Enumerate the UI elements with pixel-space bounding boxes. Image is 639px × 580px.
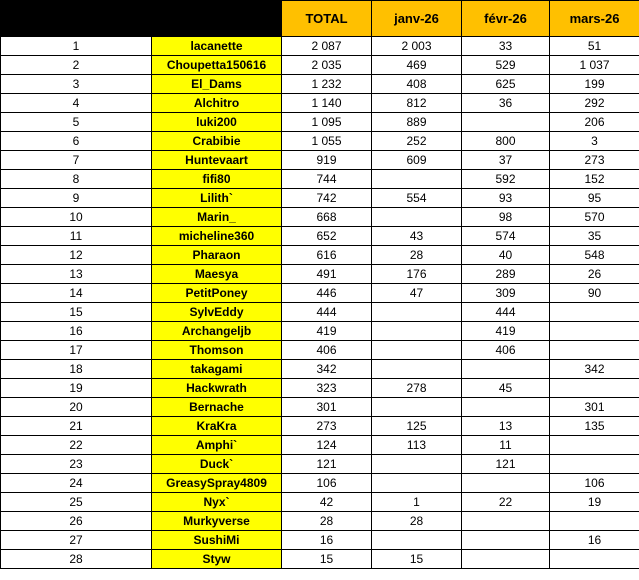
rank-cell: 28 [1, 550, 152, 569]
table-row [1, 208, 639, 227]
mars-cell: 570 [550, 208, 639, 227]
table-row [1, 303, 639, 322]
mars-cell [550, 436, 639, 455]
fevr-cell: 93 [462, 189, 550, 208]
header-mars: mars-26 [550, 1, 639, 37]
table-row [1, 512, 639, 531]
mars-cell: 19 [550, 493, 639, 512]
mars-cell [550, 341, 639, 360]
header-total: TOTAL [282, 1, 372, 37]
janv-cell: 609 [372, 151, 462, 170]
total-cell: 1 055 [282, 132, 372, 151]
total-cell: 419 [282, 322, 372, 341]
janv-cell: 28 [372, 246, 462, 265]
player-name-cell: lacanette [152, 37, 282, 56]
rank-cell: 15 [1, 303, 152, 322]
mars-cell: 273 [550, 151, 639, 170]
fevr-cell [462, 550, 550, 569]
mars-cell: 26 [550, 265, 639, 284]
janv-cell: 15 [372, 550, 462, 569]
player-name-cell: Archangeljb [152, 322, 282, 341]
fevr-cell: 289 [462, 265, 550, 284]
player-name-cell: Choupetta150616 [152, 56, 282, 75]
total-cell: 2 087 [282, 37, 372, 56]
total-cell: 1 232 [282, 75, 372, 94]
table-row [1, 455, 639, 474]
table-row [1, 113, 639, 132]
rank-cell: 5 [1, 113, 152, 132]
fevr-cell: 22 [462, 493, 550, 512]
table-row [1, 379, 639, 398]
janv-cell [372, 531, 462, 550]
fevr-cell: 37 [462, 151, 550, 170]
rank-cell: 19 [1, 379, 152, 398]
player-name-cell: Nyx` [152, 493, 282, 512]
table-row [1, 170, 639, 189]
player-name-cell: Bernache [152, 398, 282, 417]
rank-cell: 27 [1, 531, 152, 550]
rank-cell: 6 [1, 132, 152, 151]
header-row [1, 1, 639, 37]
table-row [1, 436, 639, 455]
header-fevr: févr-26 [462, 1, 550, 37]
player-name-cell: luki200 [152, 113, 282, 132]
player-name-cell: Duck` [152, 455, 282, 474]
rank-cell: 14 [1, 284, 152, 303]
table-body [1, 37, 639, 569]
table-row [1, 151, 639, 170]
fevr-cell: 406 [462, 341, 550, 360]
mars-cell: 301 [550, 398, 639, 417]
player-name-cell: KraKra [152, 417, 282, 436]
janv-cell [372, 455, 462, 474]
fevr-cell: 45 [462, 379, 550, 398]
janv-cell: 554 [372, 189, 462, 208]
mars-cell: 51 [550, 37, 639, 56]
mars-cell: 35 [550, 227, 639, 246]
mars-cell: 152 [550, 170, 639, 189]
janv-cell [372, 360, 462, 379]
mars-cell: 135 [550, 417, 639, 436]
janv-cell: 176 [372, 265, 462, 284]
rank-cell: 1 [1, 37, 152, 56]
mars-cell [550, 379, 639, 398]
rank-cell: 2 [1, 56, 152, 75]
corner-cell [1, 1, 282, 37]
player-name-cell: Pharaon [152, 246, 282, 265]
total-cell: 42 [282, 493, 372, 512]
fevr-cell: 444 [462, 303, 550, 322]
fevr-cell [462, 113, 550, 132]
janv-cell: 408 [372, 75, 462, 94]
janv-cell: 113 [372, 436, 462, 455]
player-name-cell: Marin_ [152, 208, 282, 227]
rank-cell: 13 [1, 265, 152, 284]
table-row [1, 37, 639, 56]
total-cell: 124 [282, 436, 372, 455]
fevr-cell: 121 [462, 455, 550, 474]
table-row [1, 322, 639, 341]
janv-cell: 469 [372, 56, 462, 75]
rank-cell: 26 [1, 512, 152, 531]
fevr-cell: 625 [462, 75, 550, 94]
fevr-cell: 800 [462, 132, 550, 151]
fevr-cell: 592 [462, 170, 550, 189]
fevr-cell: 419 [462, 322, 550, 341]
mars-cell: 3 [550, 132, 639, 151]
table-row [1, 189, 639, 208]
player-name-cell: Murkyverse [152, 512, 282, 531]
total-cell: 668 [282, 208, 372, 227]
janv-cell: 1 [372, 493, 462, 512]
janv-cell: 252 [372, 132, 462, 151]
player-name-cell: Maesya [152, 265, 282, 284]
rank-cell: 22 [1, 436, 152, 455]
total-cell: 742 [282, 189, 372, 208]
mars-cell: 199 [550, 75, 639, 94]
janv-cell [372, 474, 462, 493]
fevr-cell: 574 [462, 227, 550, 246]
player-name-cell: Thomson [152, 341, 282, 360]
mars-cell: 548 [550, 246, 639, 265]
table-row [1, 417, 639, 436]
total-cell: 2 035 [282, 56, 372, 75]
janv-cell: 28 [372, 512, 462, 531]
mars-cell [550, 512, 639, 531]
mars-cell [550, 550, 639, 569]
total-cell: 446 [282, 284, 372, 303]
fevr-cell [462, 398, 550, 417]
player-name-cell: Lilith` [152, 189, 282, 208]
table-row [1, 132, 639, 151]
rank-cell: 24 [1, 474, 152, 493]
player-name-cell: Hackwrath [152, 379, 282, 398]
total-cell: 301 [282, 398, 372, 417]
rank-cell: 10 [1, 208, 152, 227]
table-row [1, 398, 639, 417]
player-name-cell: Crabibie [152, 132, 282, 151]
mars-cell: 106 [550, 474, 639, 493]
fevr-cell: 33 [462, 37, 550, 56]
table-row [1, 75, 639, 94]
table-row [1, 284, 639, 303]
janv-cell: 812 [372, 94, 462, 113]
table-row [1, 360, 639, 379]
fevr-cell [462, 512, 550, 531]
player-name-cell: takagami [152, 360, 282, 379]
rank-cell: 4 [1, 94, 152, 113]
janv-cell: 43 [372, 227, 462, 246]
total-cell: 121 [282, 455, 372, 474]
total-cell: 106 [282, 474, 372, 493]
rank-cell: 7 [1, 151, 152, 170]
janv-cell: 47 [372, 284, 462, 303]
janv-cell [372, 398, 462, 417]
rank-cell: 12 [1, 246, 152, 265]
total-cell: 616 [282, 246, 372, 265]
total-cell: 28 [282, 512, 372, 531]
total-cell: 491 [282, 265, 372, 284]
rank-cell: 9 [1, 189, 152, 208]
table-row [1, 246, 639, 265]
mars-cell [550, 322, 639, 341]
mars-cell [550, 455, 639, 474]
total-cell: 273 [282, 417, 372, 436]
janv-cell [372, 322, 462, 341]
player-name-cell: Amphi` [152, 436, 282, 455]
rank-cell: 16 [1, 322, 152, 341]
fevr-cell [462, 474, 550, 493]
fevr-cell: 13 [462, 417, 550, 436]
table-row [1, 94, 639, 113]
total-cell: 744 [282, 170, 372, 189]
mars-cell: 206 [550, 113, 639, 132]
player-name-cell: PetitPoney [152, 284, 282, 303]
table-row [1, 227, 639, 246]
fevr-cell: 529 [462, 56, 550, 75]
rank-cell: 25 [1, 493, 152, 512]
mars-cell: 342 [550, 360, 639, 379]
total-cell: 16 [282, 531, 372, 550]
rank-cell: 20 [1, 398, 152, 417]
total-cell: 406 [282, 341, 372, 360]
player-name-cell: El_Dams [152, 75, 282, 94]
mars-cell: 16 [550, 531, 639, 550]
player-name-cell: fifi80 [152, 170, 282, 189]
mars-cell: 95 [550, 189, 639, 208]
total-cell: 1 140 [282, 94, 372, 113]
mars-cell: 1 037 [550, 56, 639, 75]
janv-cell: 278 [372, 379, 462, 398]
table-row [1, 493, 639, 512]
rank-cell: 8 [1, 170, 152, 189]
rank-cell: 21 [1, 417, 152, 436]
janv-cell [372, 303, 462, 322]
player-name-cell: Huntevaart [152, 151, 282, 170]
player-name-cell: SylvEddy [152, 303, 282, 322]
janv-cell [372, 341, 462, 360]
fevr-cell: 98 [462, 208, 550, 227]
total-cell: 652 [282, 227, 372, 246]
rank-cell: 3 [1, 75, 152, 94]
rank-cell: 11 [1, 227, 152, 246]
player-name-cell: GreasySpray4809 [152, 474, 282, 493]
total-cell: 444 [282, 303, 372, 322]
rank-cell: 23 [1, 455, 152, 474]
table-row [1, 265, 639, 284]
janv-cell [372, 208, 462, 227]
rank-cell: 18 [1, 360, 152, 379]
fevr-cell: 309 [462, 284, 550, 303]
table-row [1, 341, 639, 360]
table-row [1, 531, 639, 550]
total-cell: 1 095 [282, 113, 372, 132]
janv-cell: 125 [372, 417, 462, 436]
total-cell: 15 [282, 550, 372, 569]
player-name-cell: Styw [152, 550, 282, 569]
rank-cell: 17 [1, 341, 152, 360]
total-cell: 323 [282, 379, 372, 398]
player-name-cell: Alchitro [152, 94, 282, 113]
fevr-cell [462, 531, 550, 550]
table-row [1, 550, 639, 569]
janv-cell: 889 [372, 113, 462, 132]
fevr-cell [462, 360, 550, 379]
mars-cell: 292 [550, 94, 639, 113]
fevr-cell: 36 [462, 94, 550, 113]
player-name-cell: micheline360 [152, 227, 282, 246]
fevr-cell: 11 [462, 436, 550, 455]
player-name-cell: SushiMi [152, 531, 282, 550]
fevr-cell: 40 [462, 246, 550, 265]
total-cell: 342 [282, 360, 372, 379]
header-janv: janv-26 [372, 1, 462, 37]
mars-cell [550, 303, 639, 322]
mars-cell: 90 [550, 284, 639, 303]
janv-cell: 2 003 [372, 37, 462, 56]
janv-cell [372, 170, 462, 189]
table-row [1, 56, 639, 75]
table-row [1, 474, 639, 493]
total-cell: 919 [282, 151, 372, 170]
